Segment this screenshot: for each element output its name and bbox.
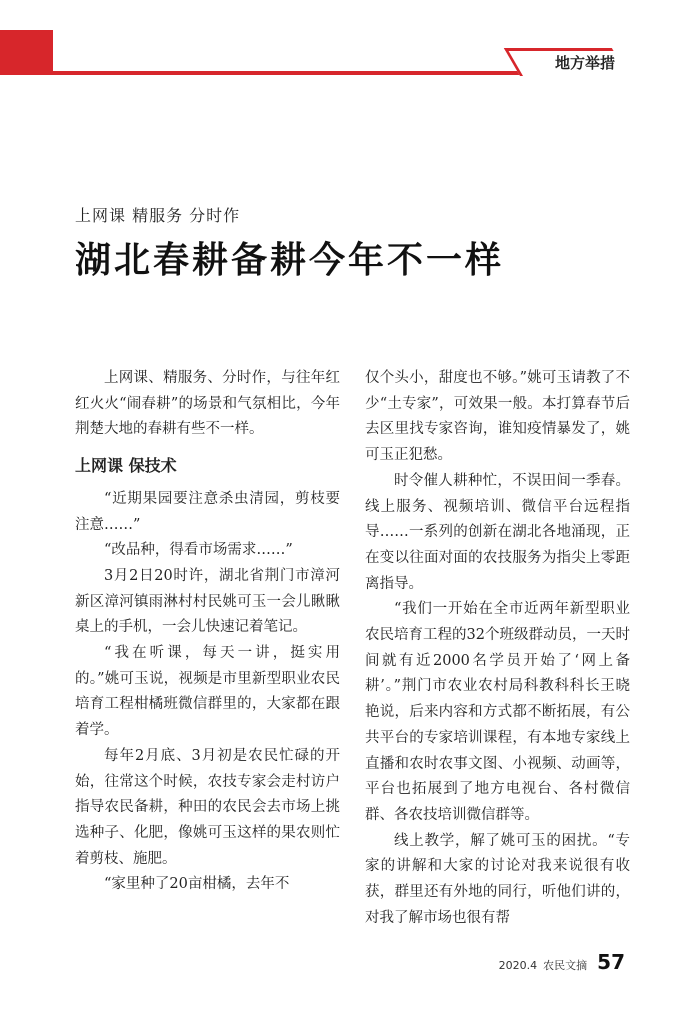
paragraph: “家里种了20亩柑橘，去年不: [104, 876, 290, 893]
paragraph: 3月2日20时许，湖北省荆门市漳河新区漳河镇雨淋村村民姚可玉一会儿瞅瞅桌上的手机，一会儿快速记着笔记。: [75, 567, 340, 636]
header-red-block: [0, 30, 53, 75]
article-column-left: [75, 366, 340, 898]
issue-date: 2020.4: [498, 959, 538, 972]
page-footer: [499, 950, 625, 974]
article-title: 湖北春耕备耕今年不一样: [75, 240, 505, 281]
paragraph: 每年2月底、3月初是农民忙碌的开始，往常这个时候，农技专家会走村访户指导农民备耕，种田的农民会去市场上挑选种子、化肥，像姚可玉这样的果农则忙着剪枝、施肥。: [75, 747, 340, 867]
paragraph: 上网课、精服务、分时作，与往年红红火火“闹春耕”的场景和气氛相比，今年荆楚大地的春耕有些不一样。: [75, 370, 340, 438]
paragraph: 时令催人耕种忙，不误田间一季春。线上服务、视频培训、微信平台远程指导……一系列的创新在湖北各地涌现，正在变以往面对面的农技服务为指尖上零距离指导。: [365, 472, 630, 592]
article-column-right: [365, 366, 630, 931]
magazine-name: 农民文摘: [543, 959, 588, 972]
section-label: 地方举措: [554, 54, 615, 72]
paragraph: “近期果园要注意杀虫清园，剪枝要注意……”: [75, 490, 340, 533]
article-kicker: 上网课 精服务 分时作: [75, 206, 241, 225]
paragraph: “我们一开始在全市近两年新型职业农民培育工程的32个班级群动员，一天时间就有近2000名学员开始了‘网上备耕’。”荆门市农业农村局科教科科长王晓艳说，后来内容和方式都不断拓展，有公共平台的专家培训课程，有本地专家线上直播和农时农事文图、小视频、动画等，平台也拓展到了地方电视台、各村微信群、各农技培训微信群等。: [365, 601, 630, 823]
paragraph: “改品种，得看市场需求……”: [104, 542, 293, 559]
paragraph: “我在听课，每天一讲，挺实用的。”姚可玉说，视频是市里新型职业农民培育工程柑橘班微信群里的，大家都在跟着学。: [75, 645, 340, 739]
page-number: 57: [597, 950, 625, 974]
paragraph: 仅个头小，甜度也不够。”姚可玉请教了不少“土专家”，可效果一般。本打算春节后去区里找专家咨询，谁知疫情暴发了，姚可玉正犯愁。: [365, 370, 630, 464]
paragraph: 线上教学，解了姚可玉的困扰。“专家的讲解和大家的讨论对我来说很有收获，群里还有外地的同行，听他们讲的，对我了解市场也很有帮: [365, 832, 630, 926]
subheading: 上网课 保技术: [75, 456, 177, 476]
